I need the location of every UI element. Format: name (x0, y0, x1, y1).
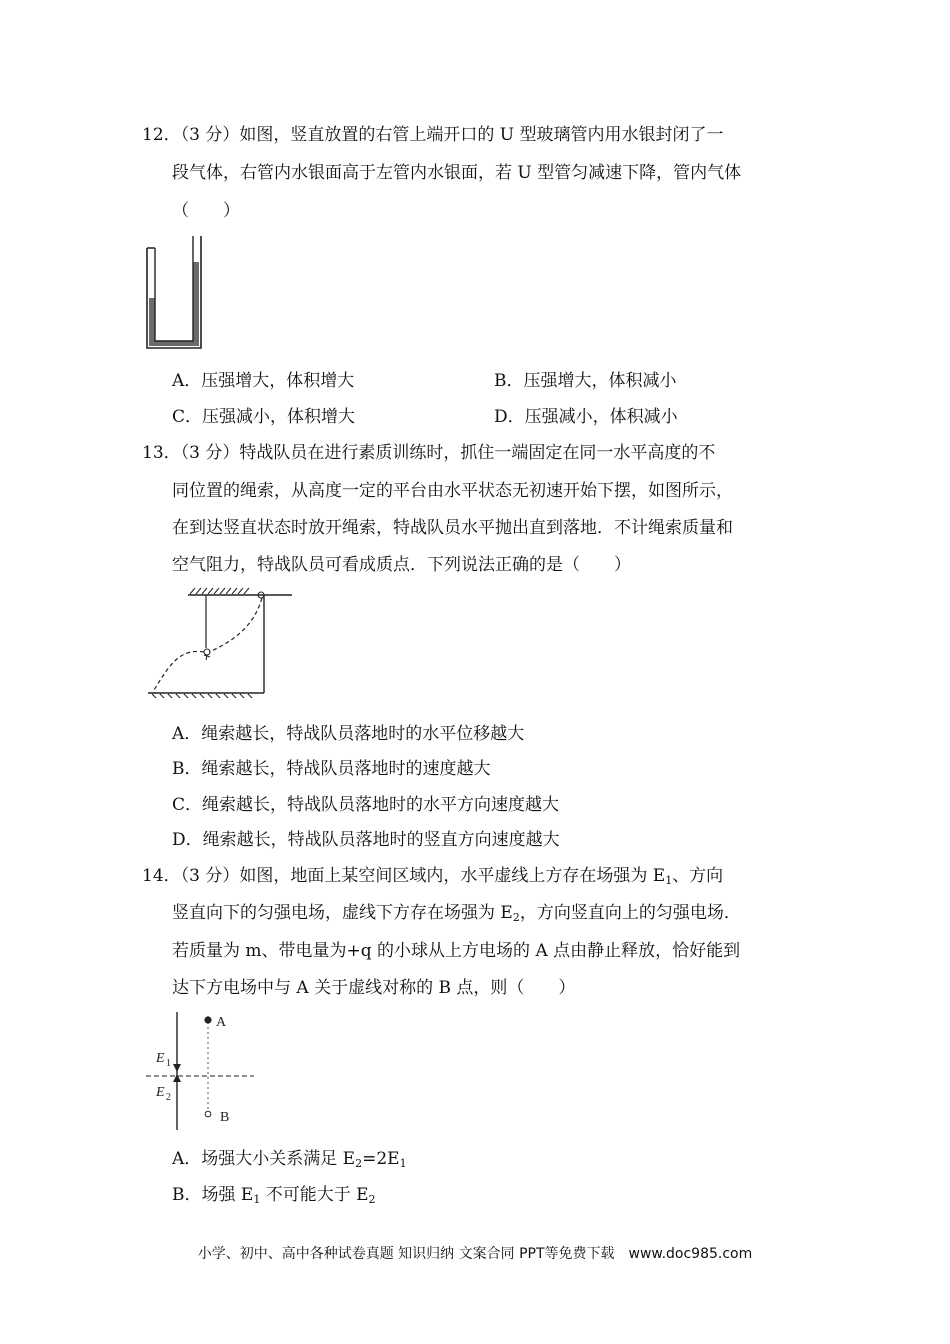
q13-line2: 同位置的绳索，从高度一定的平台由水平状态无初速开始下摆，如图所示， (172, 481, 733, 501)
page-footer: 小学、初中、高中各种试卷真题 知识归纳 文案合同 PPT等免费下载 www.doc985.com (197, 1246, 753, 1262)
q13-option-d: D．绳索越长，特战队员落地时的竖直方向速度越大 (172, 830, 560, 850)
q14-option-a (172, 1148, 407, 1170)
q12-option-b: B．压强增大，体积减小 (494, 371, 677, 391)
q14-stem-1-sub: 1 (665, 874, 673, 887)
q14-option-a-pre: A．场强大小关系满足 E (172, 1149, 356, 1169)
q12-line2: 段气体，右管内水银面高于左管内水银面，若 U 型管匀减速下降，管内气体 (172, 163, 742, 183)
e1-sub: 1 (166, 1058, 171, 1069)
q13-stem-1: （3 分）特战队员在进行素质训练时，抓住一端固定在同一水平高度的不 (180, 443, 716, 463)
e2-label: E (156, 1085, 165, 1100)
u-tube-figure (140, 234, 215, 354)
q14-option-b-sub1: 1 (253, 1193, 261, 1206)
q14-option-b (172, 1184, 376, 1206)
q12-line3: （ ） (172, 201, 240, 221)
q14-number: 14． (142, 866, 181, 886)
q14-stem-2-sub: 2 (512, 911, 520, 924)
mercury-fill (149, 262, 199, 346)
q14-option-b-mid: 不可能大于 E (260, 1185, 369, 1205)
e2-sub: 2 (166, 1092, 171, 1103)
q14-option-b-pre: B．场强 E (172, 1185, 254, 1205)
q13-option-a: A．绳索越长，特战队员落地时的水平位移越大 (172, 724, 525, 744)
q14-stem-2b: ，方向竖直向上的匀强电场． (519, 903, 741, 923)
q13-line4: 空气阻力，特战队员可看成质点．下列说法正确的是（ ） (172, 555, 631, 575)
q12-option-a: A．压强增大，体积增大 (172, 371, 355, 391)
q14-option-b-sub2: 2 (368, 1193, 376, 1206)
q14-option-a-sub2: 1 (399, 1157, 407, 1170)
ceiling-hatch (190, 588, 249, 594)
q12-line1 (142, 124, 724, 146)
e1-label: E (156, 1051, 165, 1066)
rope-swing-figure (144, 586, 294, 698)
q14-line2 (172, 902, 741, 924)
q12-number: 12． (142, 125, 181, 145)
q14-stem-2a: 竖直向下的匀强电场，虚线下方存在场强为 E (172, 903, 513, 923)
q14-option-a-mid: =2E (362, 1149, 400, 1169)
q14-line4: 达下方电场中与 A 关于虚线对称的 B 点，则（ ） (172, 978, 576, 998)
q14-line3: 若质量为 m、带电量为+q 的小球从上方电场的 A 点由静止释放，恰好能到 (172, 941, 741, 961)
q13-line3: 在到达竖直状态时放开绳索，特战队员水平抛出直到落地．不计绳索质量和 (172, 518, 733, 538)
q12-option-c: C．压强减小，体积增大 (172, 407, 356, 427)
q13-option-b: B．绳索越长，特战队员落地时的速度越大 (172, 759, 491, 779)
q13-line1 (142, 442, 715, 464)
ground-hatch (152, 694, 253, 698)
q13-option-c: C．绳索越长，特战队员落地时的水平方向速度越大 (172, 795, 560, 815)
q14-option-a-sub1: 2 (355, 1157, 363, 1170)
q13-number: 13． (142, 443, 181, 463)
point-a-label: A (216, 1015, 227, 1030)
q14-stem-1a: （3 分）如图，地面上某空间区域内，水平虚线上方存在场强为 E (180, 866, 666, 886)
q14-stem-1b: 、方向 (672, 866, 724, 886)
q12-stem-1: （3 分）如图，竖直放置的右管上端开口的 U 型玻璃管内用水银封闭了一 (180, 125, 724, 145)
q14-line1 (142, 865, 723, 887)
q12-option-d: D．压强减小，体积减小 (494, 407, 678, 427)
u-tube-inner (155, 236, 193, 341)
electric-field-figure (146, 1010, 261, 1134)
point-b-label: B (220, 1110, 230, 1125)
